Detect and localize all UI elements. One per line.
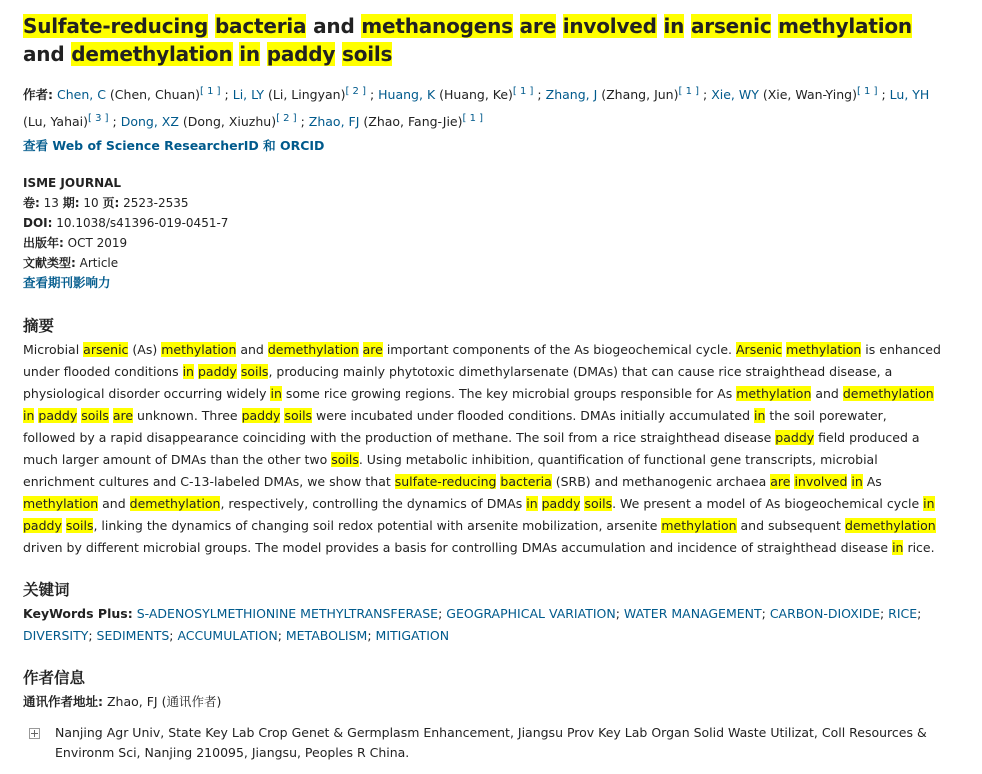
affiliation-ref-link[interactable]: [ 3 ] (88, 113, 109, 125)
affiliation-ref-link[interactable]: [ 1 ] (200, 86, 221, 97)
author-fullname: (Chen, Chuan) (105, 87, 201, 103)
abstract-segment: are (112, 408, 134, 424)
researcher-id-link[interactable]: 查看 Web of Science ResearcherID 和 ORCID (23, 138, 325, 154)
abstract-segment: in (182, 364, 194, 380)
title-segment (657, 14, 664, 38)
title-segment: are (519, 14, 556, 38)
volume-label: 卷: (23, 196, 40, 211)
abstract-segment: field produced a much larger amount of DMAs than the other two (23, 430, 920, 468)
author-link[interactable]: Zhao, FJ (308, 114, 360, 130)
abstract-segment: Microbial (23, 342, 84, 358)
abstract-segment: soils (65, 518, 94, 534)
title-segment: involved (562, 14, 657, 38)
keyword-link[interactable]: DIVERSITY (23, 628, 89, 644)
abstract-segment: arsenic (83, 342, 129, 358)
title-segment (513, 14, 520, 38)
abstract-segment: methylation (736, 386, 812, 402)
title-segment: and (306, 14, 362, 38)
abstract-segment: paddy (197, 364, 237, 380)
pubyear-row (23, 233, 953, 253)
title-segment (556, 14, 563, 38)
title-segment: in (663, 14, 685, 38)
keyword-link[interactable]: ACCUMULATION (177, 628, 278, 644)
abstract-segment: in (851, 474, 863, 490)
abstract-segment: and (811, 386, 843, 402)
abstract-heading: 摘要 (23, 317, 55, 336)
abstract-segment: As (862, 474, 882, 490)
affiliation-ref-link[interactable]: [ 1 ] (678, 86, 700, 97)
abstract-segment: (SRB) and methanogenic archaea (551, 474, 771, 490)
authors-line (23, 80, 953, 134)
pubyear-value: OCT 2019 (67, 236, 128, 251)
pages-value: 2523-2535 (123, 196, 189, 211)
author-link[interactable]: Huang, K (378, 87, 436, 103)
abstract-segment: bacteria (500, 474, 552, 490)
abstract-segment: Arsenic (736, 342, 783, 358)
affiliation-ref-link[interactable]: [ 1 ] (462, 113, 484, 125)
address-text: Nanjing Agr Univ, State Key Lab Crop Genet & Germplasm Enhancement, Jiangsu Prov Key Lab Organ Solid Waste Utilizat, Coll Resources & Environm Sci, Nanjing 210095, Jiangsu, Peoples R China. (55, 725, 927, 761)
abstract-segment: in (23, 408, 35, 424)
abstract-segment: demethylation (267, 342, 359, 358)
abstract-segment: methylation (161, 342, 237, 358)
abstract-segment: important components of the As biogeochemical cycle. (382, 342, 736, 358)
author-fullname: (Lu, Yahai) (23, 114, 88, 130)
abstract-segment: . Using metabolic inhibition, quantification of functional gene transcripts, microbial enrichment cultures and C-13-labeled DMAs, we show that (23, 452, 878, 490)
doctype-label: 文献类型: (23, 256, 76, 271)
keywords-plus-label: KeyWords Plus: (23, 606, 133, 622)
abstract-segment: unknown. Three (133, 408, 242, 424)
abstract-segment: in (923, 496, 935, 512)
abstract-segment: paddy (241, 408, 281, 424)
article-title (23, 12, 953, 68)
doi-value: 10.1038/s41396-019-0451-7 (56, 216, 229, 231)
author-fullname: (Xie, Wan-Ying) (758, 87, 857, 103)
author-link[interactable]: Li, LY (232, 87, 265, 103)
abstract-segment: were incubated under flooded conditions. DMAs initially accumulated (312, 408, 755, 424)
authors-list: Chen, C (Chen, Chuan)[ 1 ] ; Li, LY (Li, Lingyan)[ 2 ] ; Huang, K (Huang, Ke)[ 1 ] ; Zhang, J (Zhang, Jun)[ 1 ] ; Xie, WY (Xie, Wan-Ying)[ 1 ] ; Lu, YH (Lu, Yahai)[ 3 ] ; Dong, XZ (Dong, Xiuzhu)[ 2 ] ; Zhao, FJ (Zhao, Fang-Jie)[ 1 ] (23, 86, 930, 130)
abstract-segment: in (270, 386, 282, 402)
abstract-segment (538, 496, 542, 511)
author-fullname: (Huang, Ke) (435, 87, 513, 103)
title-segment: arsenic (691, 14, 772, 38)
title-segment (335, 42, 342, 66)
author-fullname: (Li, Lingyan) (264, 87, 346, 103)
expand-plus-icon[interactable] (29, 728, 40, 739)
title-segment: paddy (266, 42, 336, 66)
doctype-value: Article (79, 256, 119, 271)
issue-value: 10 (83, 196, 99, 211)
abstract-segment: and (98, 496, 130, 512)
keywords-plus (23, 603, 953, 647)
abstract-segment: involved (794, 474, 848, 490)
abstract-segment: demethylation (129, 496, 221, 512)
corresponding-label: 通讯作者地址: (23, 694, 103, 710)
keyword-link[interactable]: WATER MANAGEMENT (623, 606, 762, 622)
issue-label: 期: (62, 196, 80, 211)
abstract-segment: (As) (128, 342, 162, 358)
title-segment: and (23, 42, 72, 66)
affiliation-ref-link[interactable]: [ 2 ] (345, 86, 366, 97)
abstract-segment: soils (284, 408, 313, 424)
abstract-segment: soils (81, 408, 109, 424)
affiliation-ref-link[interactable]: [ 1 ] (512, 86, 534, 97)
affiliation-ref-link[interactable]: [ 1 ] (856, 86, 878, 97)
journal-name: ISME JOURNAL (23, 176, 122, 191)
abstract-segment: , producing mainly phytotoxic dimethylarsenate (DMAs) that can cause rice straighthead disease, a physiological disorder occurring widely (23, 364, 893, 402)
corresponding-author (23, 691, 953, 713)
abstract-segment: rice. (903, 540, 935, 556)
author-link[interactable]: Xie, WY (711, 87, 759, 103)
affiliation-ref-link[interactable]: [ 2 ] (276, 113, 297, 125)
abstract-segment: demethylation (842, 386, 934, 402)
abstract-segment: paddy (775, 430, 815, 446)
abstract-segment: some rice growing regions. The key microbial groups responsible for As (281, 386, 737, 402)
address-row (23, 723, 953, 763)
title-segment: in (239, 42, 260, 66)
keywords-heading: 关键词 (23, 581, 70, 600)
journal-impact-link[interactable]: 查看期刊影响力 (23, 275, 111, 291)
abstract-segment: . We present a model of As biogeochemical cycle (612, 496, 924, 512)
abstract-segment: paddy (541, 496, 581, 512)
abstract-segment: are (362, 342, 383, 358)
author-link[interactable]: Lu, YH (889, 87, 930, 103)
abstract-segment: driven by different microbial groups. The model provides a basis for controlling DMAs accumulation and incidence of straighthead disease (23, 540, 893, 556)
abstract-segment: methylation (786, 342, 862, 358)
keyword-link[interactable]: S-ADENOSYLMETHIONINE METHYLTRANSFERASE (136, 606, 439, 622)
author-link[interactable]: Dong, XZ (120, 114, 179, 130)
abstract-segment: are (770, 474, 791, 490)
abstract-segment: in (526, 496, 538, 512)
author-fullname: (Dong, Xiuzhu) (178, 114, 277, 130)
abstract-segment: in (892, 540, 904, 556)
abstract-segment: methylation (23, 496, 99, 512)
title-segment: methylation (778, 14, 912, 38)
abstract-segment: methylation (661, 518, 737, 534)
author-link[interactable]: Zhang, J (545, 87, 598, 103)
pubyear-label: 出版年: (23, 236, 64, 251)
keyword-link[interactable]: SEDIMENTS (96, 628, 170, 644)
source-info (23, 173, 953, 293)
abstract-segment: soils (240, 364, 269, 380)
abstract-segment: and subsequent (736, 518, 845, 534)
keyword-link[interactable]: RICE (888, 606, 918, 622)
abstract-segment: paddy (23, 518, 62, 534)
authors-label: 作者: (23, 87, 53, 103)
author-fullname: (Zhang, Jun) (597, 87, 679, 103)
title-segment: demethylation (71, 42, 233, 66)
abstract-segment: the soil porewater, followed by a rapid disappearance coinciding with the production of methane. The soil from a rice straighthead disease (23, 408, 887, 446)
doi-row (23, 213, 953, 233)
abstract-text (23, 339, 943, 559)
keyword-link[interactable]: MITIGATION (375, 628, 450, 644)
abstract-segment: paddy (38, 408, 78, 424)
keyword-link[interactable]: GEOGRAPHICAL VARIATION (446, 606, 616, 622)
abstract-segment: , linking the dynamics of changing soil redox potential with arsenite mobilization, arsenite (93, 518, 662, 534)
doi-label: DOI: (23, 216, 53, 231)
pages-label: 页: (102, 196, 120, 211)
title-segment: bacteria (214, 14, 307, 38)
keyword-link[interactable]: CARBON-DIOXIDE (769, 606, 880, 622)
author-fullname: (Zhao, Fang-Jie) (359, 114, 463, 130)
title-segment: soils (341, 42, 393, 66)
abstract-segment: soils (331, 452, 359, 468)
abstract-segment: demethylation (844, 518, 936, 534)
abstract-segment: in (754, 408, 766, 424)
title-segment (684, 14, 691, 38)
title-segment: methanogens (361, 14, 513, 38)
abstract-segment: and (236, 342, 268, 358)
volume-issue-pages (23, 193, 953, 213)
abstract-segment: sulfate-reducing (394, 474, 497, 490)
abstract-segment: soils (584, 496, 613, 512)
doctype-row (23, 253, 953, 273)
author-info-heading: 作者信息 (23, 669, 86, 688)
keyword-link[interactable]: METABOLISM (285, 628, 368, 644)
volume-value: 13 (43, 196, 59, 211)
title-segment (208, 14, 215, 38)
abstract-segment: is enhanced under flooded conditions (23, 342, 941, 380)
abstract-segment: , respectively, controlling the dynamics of DMAs (220, 496, 527, 512)
title-segment (260, 42, 267, 66)
keywords-list: S-ADENOSYLMETHIONINE METHYLTRANSFERASE; GEOGRAPHICAL VARIATION; WATER MANAGEMENT; CARBON-DIOXIDE; RICE; DIVERSITY; SEDIMENTS; ACCUMULATION; METABOLISM; MITIGATION (23, 606, 922, 644)
author-link[interactable]: Chen, C (56, 87, 106, 103)
title-segment: Sulfate-reducing (23, 14, 209, 38)
corresponding-value: Zhao, FJ (通讯作者) (106, 694, 222, 710)
